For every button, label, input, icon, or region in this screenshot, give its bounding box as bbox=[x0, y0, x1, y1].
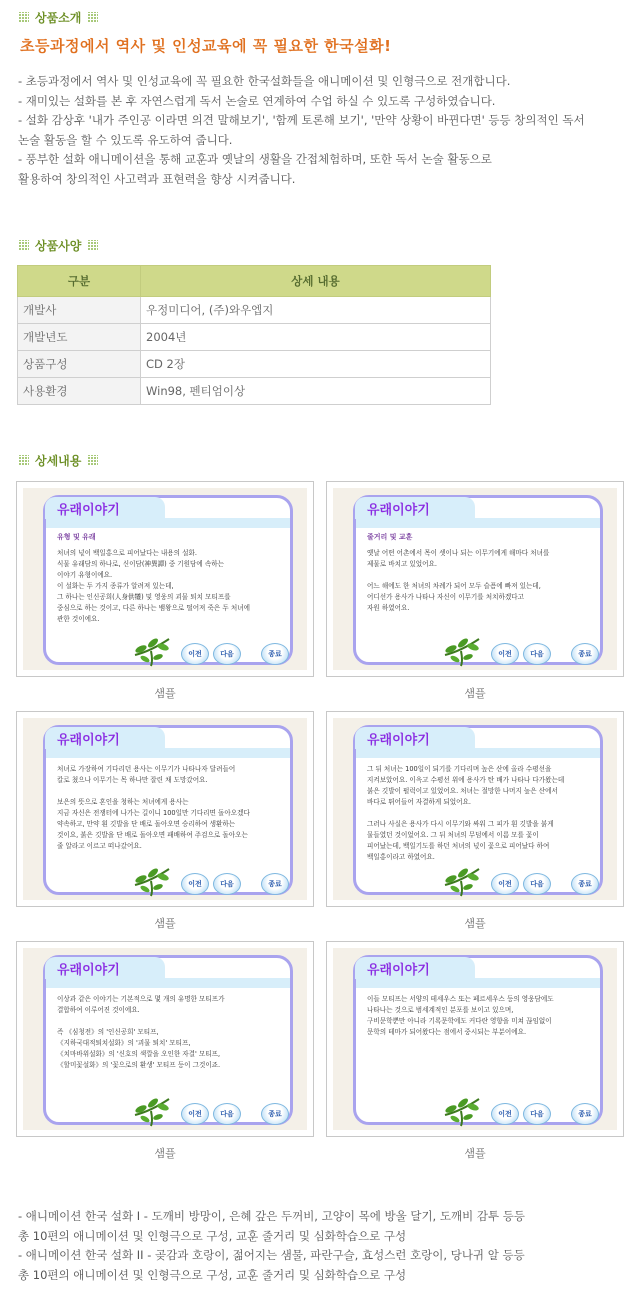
card-story-line: 즉 《심청전》의 '인신공희' 모티프, bbox=[57, 1028, 159, 1036]
card-story-line: 식물 유래담의 하나로, 신이담(神異譚) 중 기원담에 속하는 bbox=[57, 560, 224, 568]
intro-header-text: 상품소개 bbox=[35, 11, 82, 25]
card-story-line: 문학의 테마가 되어왔다는 점에서 중시되는 부분이에요. bbox=[367, 1028, 527, 1036]
sample-caption: 샘플 bbox=[154, 1147, 176, 1160]
intro-section-header bbox=[18, 9, 98, 26]
card-band bbox=[356, 978, 600, 988]
card-story-line: 중심으로 하는 것이고, 다른 하나는 뱀왕으로 떨어져 죽은 두 처녀에 bbox=[57, 604, 250, 612]
series-description bbox=[18, 1207, 633, 1285]
exit-button[interactable]: 종료 bbox=[261, 643, 289, 665]
card-tab-label: 유래이야기 bbox=[57, 963, 120, 978]
card-story-line: 보은의 뜻으로 혼인을 청하는 처녀에게 용사는 bbox=[57, 798, 189, 806]
story-card bbox=[333, 948, 617, 1130]
card-story-line: 줄 알라고 이르고 떠나갔어요. bbox=[57, 842, 142, 850]
spec-value: 2004년 bbox=[141, 324, 491, 351]
prev-button[interactable]: 이전 bbox=[491, 873, 519, 895]
intro-line: - 풍부한 설화 애니메이션을 통해 교훈과 옛날의 생활을 간접체험하며, 또한 독서 논술 활동으로 bbox=[18, 152, 492, 166]
card-story-line bbox=[367, 570, 597, 581]
spec-header-text: 상품사양 bbox=[35, 239, 82, 253]
plant-icon bbox=[441, 1091, 483, 1127]
series-line: 총 10편의 애니메이션 및 인형극으로 구성, 교훈 줄거리 및 심화학습으로 구성 bbox=[18, 1228, 407, 1243]
card-story-line: 《치마바위설화》의 '신호의 색깔을 오인한 자결' 모티프, bbox=[57, 1050, 221, 1058]
sample-screenshot bbox=[326, 481, 624, 677]
story-card bbox=[23, 488, 307, 670]
card-story-line: 약속하고, 만약 흰 깃발을 단 배로 돌아오면 승리하여 생환하는 bbox=[57, 820, 236, 828]
card-story-line: 처녀의 넋이 백일홍으로 피어났다는 내용의 설화. bbox=[57, 549, 197, 557]
grid-bullet-icon bbox=[87, 240, 98, 251]
card-story-line: 《지하국대적퇴치설화》의 '괴물 퇴치' 모티프, bbox=[57, 1039, 191, 1047]
sample-screenshot bbox=[16, 941, 314, 1137]
spec-value: Win98, 펜티엄이상 bbox=[141, 378, 491, 405]
story-card bbox=[333, 718, 617, 900]
exit-button[interactable]: 종료 bbox=[571, 873, 599, 895]
prev-button[interactable]: 이전 bbox=[491, 643, 519, 665]
spec-col-header: 상세 내용 bbox=[141, 266, 491, 297]
card-story-line bbox=[57, 786, 287, 797]
intro-text bbox=[18, 72, 633, 189]
exit-button[interactable]: 종료 bbox=[571, 643, 599, 665]
prev-button[interactable]: 이전 bbox=[181, 873, 209, 895]
grid-bullet-icon bbox=[18, 240, 29, 251]
detail-header-text: 상세내용 bbox=[35, 454, 82, 468]
card-story-line: 그 하나는 인신공희(人身供犧) 및 영웅의 괴물 퇴치 모티프를 bbox=[57, 593, 231, 601]
sample-screenshot bbox=[16, 711, 314, 907]
card-story-text bbox=[57, 548, 287, 625]
card-story-line: 처녀로 가장하여 기다리던 용사는 이무기가 나타나자 달려들어 bbox=[57, 765, 236, 773]
sample-caption: 샘플 bbox=[154, 687, 176, 700]
card-story-line: 그 뒤 처녀는 100일이 되기를 기다리며 높은 산에 올라 수평선을 bbox=[367, 765, 552, 773]
prev-button[interactable]: 이전 bbox=[181, 643, 209, 665]
card-story-line: 그러나 사실은 용사가 다시 이무기와 싸워 그 피가 흰 깃발을 붉게 bbox=[367, 820, 554, 828]
spec-key: 개발사 bbox=[18, 297, 141, 324]
card-tab-label: 유래이야기 bbox=[367, 963, 430, 978]
series-line: - 애니메이션 한국 설화 I - 도깨비 방망이, 은혜 갚은 두꺼비, 고양이 목에 방울 달기, 도깨비 감투 등등 bbox=[18, 1209, 525, 1223]
grid-bullet-icon bbox=[87, 12, 98, 23]
grid-bullet-icon bbox=[18, 455, 29, 466]
card-story-line bbox=[367, 808, 597, 819]
card-band bbox=[46, 978, 290, 988]
plant-icon bbox=[131, 631, 173, 667]
card-tab-label: 유래이야기 bbox=[57, 503, 120, 518]
table-row bbox=[18, 324, 491, 351]
intro-line: - 초등과정에서 역사 및 인성교육에 꼭 필요한 한국설화들을 애니메이션 및 인형극으로 전개합니다. bbox=[18, 74, 511, 88]
card-tab-label: 유래이야기 bbox=[57, 733, 120, 748]
card-story-line: 관한 것이에요. bbox=[57, 615, 100, 623]
card-tab-label: 유래이야기 bbox=[367, 503, 430, 518]
card-story-line: 붉은 깃발이 펄럭이고 있었어요. 처녀는 절망한 나머지 높은 산에서 bbox=[367, 787, 558, 795]
spec-key: 사용환경 bbox=[18, 378, 141, 405]
card-story-text bbox=[57, 994, 287, 1071]
series-line: 총 10편의 애니메이션 및 인형극으로 구성, 교훈 줄거리 및 심화학습으로 구성 bbox=[18, 1267, 407, 1282]
card-band bbox=[356, 518, 600, 528]
sample-screenshot bbox=[326, 711, 624, 907]
card-story-line: 물들였던 것이었어요. 그 뒤 처녀의 무덤에서 이름 모를 꽃이 bbox=[367, 831, 539, 839]
spec-table-header-row bbox=[18, 266, 491, 297]
card-title: 유형 및 유래 bbox=[57, 533, 96, 541]
card-story-line: 이상과 같은 이야기는 기본적으로 몇 개의 유명한 모티프가 bbox=[57, 995, 225, 1003]
next-button[interactable]: 다음 bbox=[213, 643, 241, 665]
card-story-line: 이야기 유형이에요. bbox=[57, 571, 113, 579]
next-button[interactable]: 다음 bbox=[523, 643, 551, 665]
series-line: - 애니메이션 한국 설화 II - 곶감과 호랑이, 젊어지는 샘물, 파란구슬, 효성스런 호랑이, 당나귀 알 등등 bbox=[18, 1248, 525, 1262]
card-story-text bbox=[367, 764, 597, 863]
spec-key: 개발년도 bbox=[18, 324, 141, 351]
sample-caption: 샘플 bbox=[464, 917, 486, 930]
plant-icon bbox=[131, 861, 173, 897]
card-story-text bbox=[367, 994, 597, 1038]
card-story-line: 결합하여 이루어진 것이에요. bbox=[57, 1006, 140, 1014]
next-button[interactable]: 다음 bbox=[213, 1103, 241, 1125]
card-story-line: 자원 하였어요. bbox=[367, 604, 410, 612]
card-story-line: 제물로 바치고 있었어요. bbox=[367, 560, 437, 568]
card-story-line: 《할미꽃설화》의 '꽃으로의 환생' 모티프 등이 그것이죠. bbox=[57, 1061, 221, 1069]
card-story-line: 지금 자신은 전쟁터에 나가는 길이니 100일만 기다리면 돌아오겠다 bbox=[57, 809, 250, 817]
table-row bbox=[18, 351, 491, 378]
detail-section-header bbox=[18, 452, 98, 469]
card-story-line: 구비문학뿐만 아니라 기록문학에도 커다란 영향을 미쳐 끊임없이 bbox=[367, 1017, 552, 1025]
sample-caption: 샘플 bbox=[154, 917, 176, 930]
spec-value: 우정미디어, (주)와우엡지 bbox=[141, 297, 491, 324]
card-story-line: 어느 해에도 한 처녀의 차례가 되어 모두 슬픔에 빠져 있는데, bbox=[367, 582, 541, 590]
card-story-line: 지켜보았어요. 이윽고 수평선 위에 용사가 탄 배가 나타나 다가왔는데 bbox=[367, 776, 565, 784]
story-card bbox=[333, 488, 617, 670]
table-row bbox=[18, 378, 491, 405]
headline: 초등과정에서 역사 및 인성교육에 꼭 필요한 한국설화! bbox=[20, 37, 392, 55]
story-card bbox=[23, 718, 307, 900]
exit-button[interactable]: 종료 bbox=[571, 1103, 599, 1125]
exit-button[interactable]: 종료 bbox=[261, 873, 289, 895]
card-story-line: 피어났는데, 백일기도를 하던 처녀의 넋이 꽃으로 피어났다 하여 bbox=[367, 842, 550, 850]
card-tab-label: 유래이야기 bbox=[367, 733, 430, 748]
card-story-text bbox=[57, 764, 287, 852]
next-button[interactable]: 다음 bbox=[523, 1103, 551, 1125]
sample-caption: 샘플 bbox=[464, 1147, 486, 1160]
sample-screenshot bbox=[16, 481, 314, 677]
card-story-line: 백일홍이라고 하였어요. bbox=[367, 853, 435, 861]
intro-line: - 설화 감상후 '내가 주인공 이라면 의견 말해보기', '함께 토론해 보기', '만약 상황이 바뀐다면' 등등 창의적인 독서 bbox=[18, 113, 585, 127]
card-story-line bbox=[57, 1016, 287, 1027]
plant-icon bbox=[131, 1091, 173, 1127]
next-button[interactable]: 다음 bbox=[213, 873, 241, 895]
card-story-line: 이들 모티프는 서양의 테세우스 또는 페르세우스 등의 영웅담에도 bbox=[367, 995, 554, 1003]
card-band bbox=[46, 748, 290, 758]
spec-key: 상품구성 bbox=[18, 351, 141, 378]
card-story-line: 나타나는 것으로 범세계적인 분포를 보이고 있으며, bbox=[367, 1006, 514, 1014]
card-band bbox=[46, 518, 290, 528]
story-card bbox=[23, 948, 307, 1130]
intro-line: - 재미있는 설화를 본 후 자연스럽게 독서 논술로 연계하여 수업 하실 수 있도록 구성하였습니다. bbox=[18, 93, 496, 108]
card-story-line: 이 설화는 두 가지 종류가 알려져 있는데, bbox=[57, 582, 174, 590]
spec-col-header: 구분 bbox=[18, 266, 141, 297]
intro-line: 활용하여 창의적인 사고력과 표현력을 향상 시켜줍니다. bbox=[18, 171, 296, 186]
card-story-line: 것이요, 붉은 깃발을 단 배로 돌아오면 패배하여 주검으로 돌아오는 bbox=[57, 831, 248, 839]
exit-button[interactable]: 종료 bbox=[261, 1103, 289, 1125]
spec-table bbox=[17, 265, 491, 405]
card-story-line: 칼로 쳤으나 이무기는 목 하나만 잘린 채 도망갔어요. bbox=[57, 776, 208, 784]
prev-button[interactable]: 이전 bbox=[181, 1103, 209, 1125]
grid-bullet-icon bbox=[18, 12, 29, 23]
sample-caption: 샘플 bbox=[464, 687, 486, 700]
card-story-line: 옛날 어떤 어촌에서 목이 셋이나 되는 이무기에게 해마다 처녀를 bbox=[367, 549, 550, 557]
plant-icon bbox=[441, 861, 483, 897]
intro-line: 논술 활동을 할 수 있도록 유도하여 줍니다. bbox=[18, 132, 233, 147]
plant-icon bbox=[441, 631, 483, 667]
card-title: 줄거리 및 교훈 bbox=[367, 533, 413, 541]
card-story-line: 바다로 뛰어들어 자결하게 되었어요. bbox=[367, 798, 471, 806]
card-band bbox=[356, 748, 600, 758]
card-story-text bbox=[367, 548, 597, 614]
spec-value: CD 2장 bbox=[141, 351, 491, 378]
prev-button[interactable]: 이전 bbox=[491, 1103, 519, 1125]
sample-screenshot bbox=[326, 941, 624, 1137]
table-row bbox=[18, 297, 491, 324]
spec-section-header bbox=[18, 237, 98, 254]
grid-bullet-icon bbox=[87, 455, 98, 466]
next-button[interactable]: 다음 bbox=[523, 873, 551, 895]
card-story-line: 어디선가 용사가 나타나 자신이 이무기를 처치하겠다고 bbox=[367, 593, 524, 601]
